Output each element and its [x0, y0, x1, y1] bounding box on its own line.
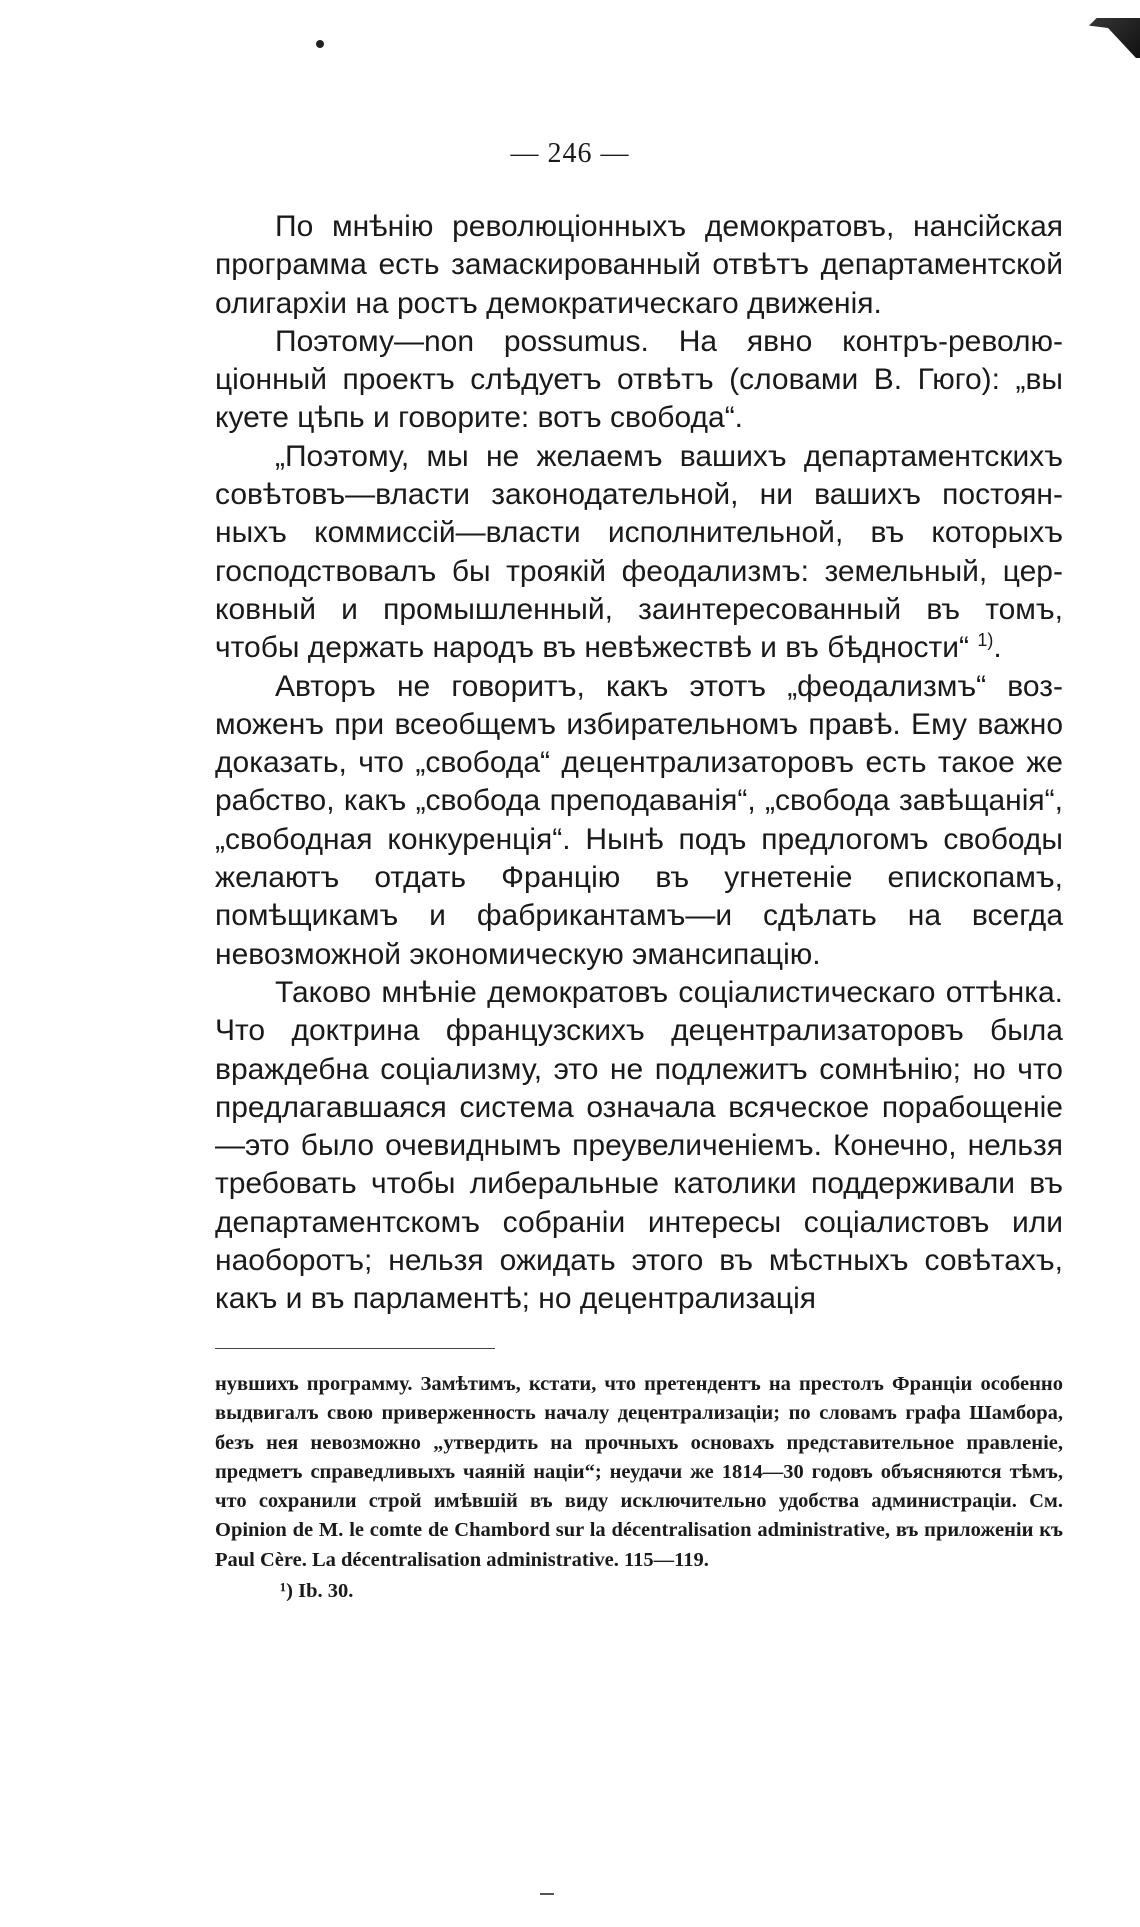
paragraph: Таково мнѣніе демократовъ соціалистическаго оттѣнка. Что доктрина французскихъ децентрализаторовъ была враждебна соціализму, это не подлежитъ сомнѣнію; но что предлагавшаяся система означала всяческое порабощеніе—это было очевиднымъ преувеличеніемъ. Конечно, нельзя требовать чтобы либеральные католики поддерживали въ департаментскомъ собраніи интересы соціалистовъ или наоборотъ; нельзя ожидать этого въ мѣстныхъ совѣтахъ, какъ и въ парламентѣ; но децентрализація — [215, 975, 1063, 1316]
footnote-marker: 1) — [977, 630, 994, 651]
footnote-continued: нувшихъ программу. Замѣтимъ, кстати, что претендентъ на престолъ Франціи особенно выдвигалъ свою приверженность началу децентрализаціи; по словамъ графа Шамбора, безъ нея невозможно „утвердить на прочныхъ основахъ представительное правленіе, предметъ справедливыхъ чаяній націи“; неудачи же 1814—30 годовъ объясняются тѣмъ, что сохранили строй имѣвшій въ виду исключительно удобства администраціи. См. Opinion de M. le comte de Chambord sur la décentralisation administrative, въ приложеніи къ Paul Cère. La décentralisation administrative. 115—119. — [215, 1373, 1063, 1571]
paragraph: Поэтому—non possumus. На явно контръ-революціонный проектъ слѣдуетъ отвѣтъ (словами В. Гюго): „вы куете цѣпь и говорите: вотъ свобода“. — [215, 324, 1063, 435]
footnote-separator — [215, 1348, 495, 1349]
scan-corner-mark — [1060, 18, 1140, 58]
footnotes — [215, 1370, 1063, 1606]
paragraph: По мнѣнію революціонныхъ демократовъ, нансійская программа есть замаскированный отвѣтъ департаментской олигархіи на ростъ демократическаго движенія. — [215, 210, 1063, 320]
main-text — [215, 208, 1063, 1319]
paragraph-with-footnote-ref: „Поэтому, мы не желаемъ вашихъ департаментскихъ совѣтовъ—власти законодательной, ни вашихъ постоянныхъ коммиссій—власти исполнительной, въ которыхъ господствовалъ бы троякій феодализмъ: земельный, церковный и промышленный, заинтересованный въ томъ, чтобы держать народъ въ невѣжествѣ и въ бѣдности“ $^{1)}$. — [215, 439, 1063, 665]
paragraph-text: „Поэтому, мы не желаемъ вашихъ департаментскихъ совѣтовъ—власти законодательной, ни вашихъ постоянныхъ коммиссій—власти исполнительной, въ которыхъ господствовалъ бы троякій феодализмъ: земельный, церковный и промышленный, заинтересованный въ томъ, чтобы держать народъ въ невѣжествѣ и въ бѣдности“ — [215, 439, 1063, 665]
footnote-1: ¹) Ib. 30. — [280, 1580, 354, 1603]
ink-speck — [316, 40, 324, 48]
scan-bottom-mark — [540, 1893, 554, 1895]
page-number: — 246 — — [510, 138, 630, 169]
paragraph: Авторъ не говоритъ, какъ этотъ „феодализмъ“ возможенъ при всеобщемъ избирательномъ правѣ. Ему важно доказать, что „свобода“ децентрализаторовъ есть такое же рабство, какъ „свобода преподаванія“, „свобода завѣщанія“, „свободная конкуренція“. Нынѣ подъ предлогомъ свободы желаютъ отдать Францію въ угнетеніе епископамъ, помѣщикамъ и фабрикантамъ—и сдѣлать на всегда невозможной экономическую эмансипацію. — [215, 669, 1063, 971]
